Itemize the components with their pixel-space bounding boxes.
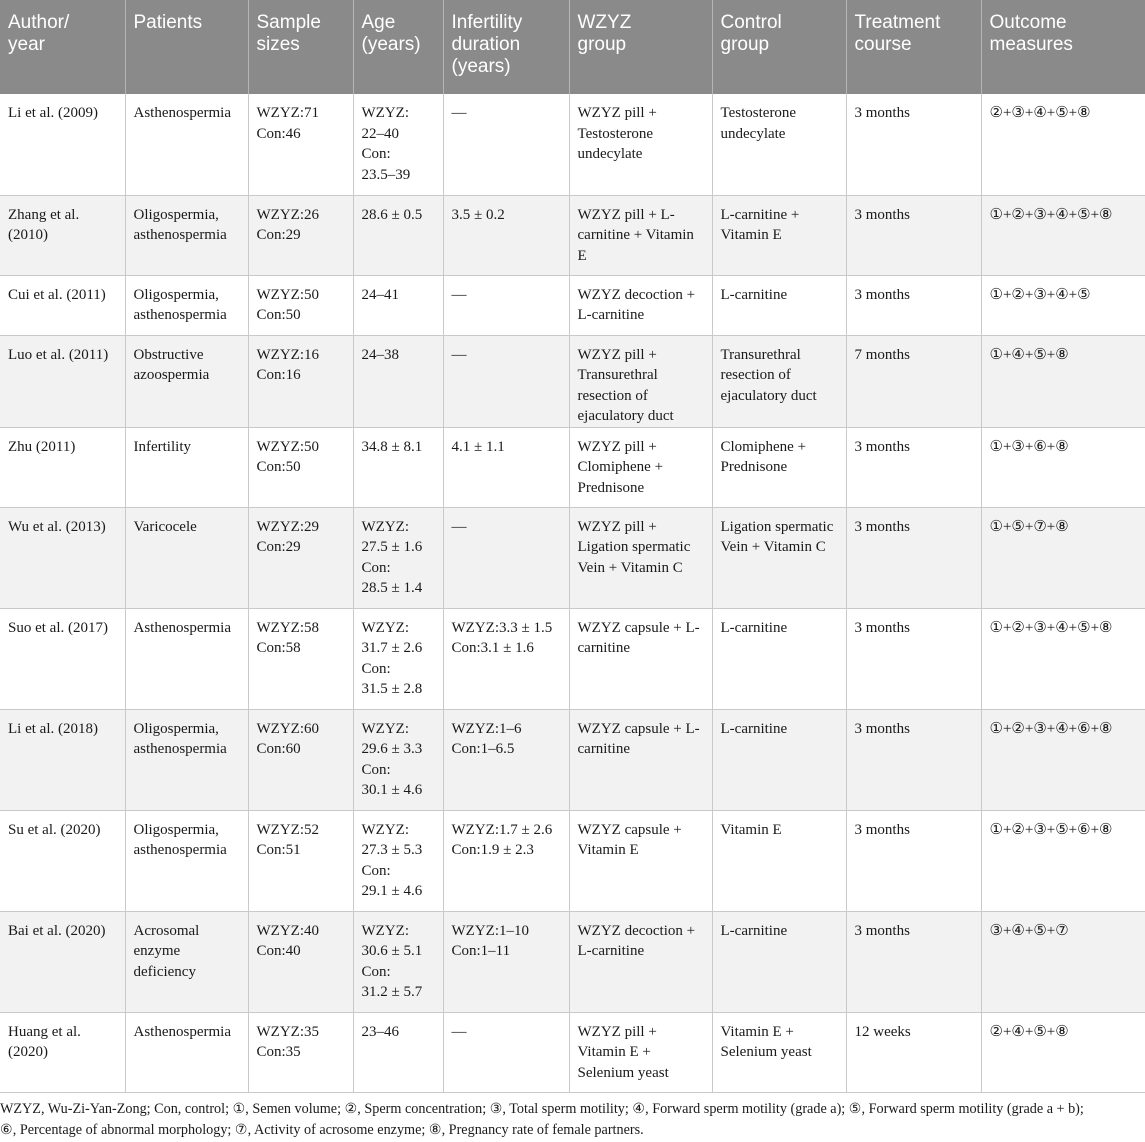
- header-line: measures: [989, 34, 1073, 55]
- table-body: [0, 94, 1145, 1092]
- outcome-measures-cell: ①+⑤+⑦+⑧: [981, 507, 1145, 608]
- cell-line: WZYZ:35: [256, 1023, 319, 1040]
- patients-cell: Asthenospermia: [125, 1012, 248, 1092]
- treatment-course-cell: 7 months: [846, 335, 981, 427]
- infertility-duration-cell: [443, 427, 569, 507]
- author-year-cell: Wu et al. (2013): [0, 507, 125, 608]
- patients-cell: Acrosomal enzyme deficiency: [125, 911, 248, 1012]
- control-group-cell: Vitamin E + Selenium yeast: [712, 1012, 846, 1092]
- table-row: [0, 1012, 1145, 1092]
- infertility-duration-cell: [443, 1012, 569, 1092]
- sample-sizes-cell: [248, 507, 353, 608]
- cell-line: 24–41: [361, 286, 399, 303]
- cell-line: WZYZ:50: [256, 438, 319, 455]
- cell-line: WZYZ:58: [256, 619, 319, 636]
- cell-line: 4.1 ± 1.1: [451, 438, 505, 455]
- control-group-cell: L-carnitine: [712, 275, 846, 335]
- author-year-cell: Luo et al. (2011): [0, 335, 125, 427]
- sample-sizes-cell: [248, 608, 353, 709]
- infertility-duration-cell: [443, 275, 569, 335]
- control-group-cell: L-carnitine: [712, 911, 846, 1012]
- infertility-duration-cell: [443, 507, 569, 608]
- header-line: duration: [451, 34, 521, 55]
- cell-line: 30.6 ± 5.1: [361, 943, 423, 959]
- sample-sizes-cell: [248, 427, 353, 507]
- infertility-duration-cell: [443, 195, 569, 275]
- cell-line: Con:1–11: [451, 943, 511, 959]
- table-row: [0, 335, 1145, 427]
- cell-line: 24–38: [361, 346, 399, 363]
- footnote-line-2: ⑥, Percentage of abnormal morphology; ⑦, Activity of acrosome enzyme; ⑧, Pregnancy rate of female partners.: [0, 1122, 644, 1138]
- wzyz-group-cell: WZYZ pill + Transurethral resection of ejaculatory duct: [569, 335, 712, 427]
- wzyz-group-cell: WZYZ pill + Ligation spermatic Vein + Vitamin C: [569, 507, 712, 608]
- cell-line: Con:1.9 ± 2.3: [451, 842, 534, 858]
- cell-line: WZYZ:29: [256, 518, 319, 535]
- control-group-cell: L-carnitine: [712, 608, 846, 709]
- author-year-cell: Bai et al. (2020): [0, 911, 125, 1012]
- outcome-measures-cell: ①+②+③+④+⑤: [981, 275, 1145, 335]
- control-group-cell: Testosterone undecylate: [712, 94, 846, 195]
- treatment-course-cell: 3 months: [846, 911, 981, 1012]
- table-row: [0, 709, 1145, 810]
- cell-line: WZYZ:: [361, 105, 409, 121]
- cell-line: WZYZ:1–6: [451, 720, 522, 737]
- cell-line: —: [451, 518, 467, 535]
- header-line: Treatment: [854, 12, 941, 33]
- outcome-measures-cell: ①+③+⑥+⑧: [981, 427, 1145, 507]
- author-year-cell: Cui et al. (2011): [0, 275, 125, 335]
- header-line: sizes: [256, 34, 300, 55]
- table-row: [0, 427, 1145, 507]
- patients-cell: Oligospermia, asthenospermia: [125, 709, 248, 810]
- cell-line: 31.2 ± 5.7: [361, 984, 423, 1000]
- outcome-measures-cell: ①+④+⑤+⑧: [981, 335, 1145, 427]
- header-line: group: [720, 34, 770, 55]
- age-cell: [353, 810, 443, 911]
- cell-line: WZYZ:: [361, 619, 409, 636]
- treatment-course-cell: 12 weeks: [846, 1012, 981, 1092]
- treatment-course-cell: 3 months: [846, 427, 981, 507]
- header-line: course: [854, 34, 912, 55]
- cell-line: 31.7 ± 2.6: [361, 640, 423, 656]
- header-line: Patients: [133, 12, 203, 33]
- cell-line: WZYZ:: [361, 518, 409, 535]
- outcome-measures-cell: ③+④+⑤+⑦: [981, 911, 1145, 1012]
- author-year-cell: Li et al. (2009): [0, 94, 125, 195]
- cell-line: WZYZ:26: [256, 206, 319, 223]
- wzyz-group-cell: WZYZ pill + L-carnitine + Vitamin E: [569, 195, 712, 275]
- cell-line: Con:: [361, 146, 391, 162]
- sample-sizes-cell: [248, 94, 353, 195]
- age-cell: [353, 335, 443, 427]
- cell-line: Con:40: [256, 943, 301, 959]
- header-infertility-duration: [443, 0, 569, 94]
- header-outcome-measures: [981, 0, 1145, 94]
- patients-cell: Asthenospermia: [125, 94, 248, 195]
- cell-line: WZYZ:60: [256, 720, 319, 737]
- wzyz-group-cell: WZYZ pill + Vitamin E + Selenium yeast: [569, 1012, 712, 1092]
- patients-cell: Obstructive azoospermia: [125, 335, 248, 427]
- wzyz-group-cell: WZYZ pill + Clomiphene + Prednisone: [569, 427, 712, 507]
- header-treatment-course: [846, 0, 981, 94]
- table-row: [0, 810, 1145, 911]
- author-year-cell: Huang et al. (2020): [0, 1012, 125, 1092]
- cell-line: —: [451, 346, 467, 363]
- cell-line: 29.1 ± 4.6: [361, 883, 423, 899]
- cell-line: Con:29: [256, 227, 301, 243]
- cell-line: 3.5 ± 0.2: [451, 206, 505, 223]
- header-age: [353, 0, 443, 94]
- cell-line: —: [451, 286, 467, 303]
- wzyz-group-cell: WZYZ capsule + L-carnitine: [569, 709, 712, 810]
- treatment-course-cell: 3 months: [846, 608, 981, 709]
- treatment-course-cell: 3 months: [846, 709, 981, 810]
- wzyz-group-cell: WZYZ capsule + L-carnitine: [569, 608, 712, 709]
- sample-sizes-cell: [248, 275, 353, 335]
- header-row: [0, 0, 1145, 94]
- sample-sizes-cell: [248, 1012, 353, 1092]
- table-row: [0, 94, 1145, 195]
- cell-line: 28.6 ± 0.5: [361, 206, 423, 223]
- sample-sizes-cell: [248, 195, 353, 275]
- cell-line: Con:3.1 ± 1.6: [451, 640, 534, 656]
- patients-cell: Oligospermia, asthenospermia: [125, 810, 248, 911]
- sample-sizes-cell: [248, 335, 353, 427]
- table-row: [0, 608, 1145, 709]
- author-year-cell: Su et al. (2020): [0, 810, 125, 911]
- header-line: year: [8, 34, 45, 55]
- cell-line: WZYZ:: [361, 720, 409, 737]
- control-group-cell: Vitamin E: [712, 810, 846, 911]
- outcome-measures-cell: ②+③+④+⑤+⑧: [981, 94, 1145, 195]
- header-patients: [125, 0, 248, 94]
- outcome-measures-cell: ①+②+③+④+⑤+⑧: [981, 195, 1145, 275]
- cell-line: WZYZ:52: [256, 821, 319, 838]
- cell-line: WZYZ:50: [256, 286, 319, 303]
- table-row: [0, 911, 1145, 1012]
- cell-line: WZYZ:1.7 ± 2.6: [451, 821, 553, 838]
- cell-line: 34.8 ± 8.1: [361, 438, 423, 455]
- infertility-duration-cell: [443, 608, 569, 709]
- cell-line: —: [451, 1023, 467, 1040]
- cell-line: Con:: [361, 559, 391, 576]
- header-line: Author/: [8, 12, 70, 33]
- header-line: group: [577, 34, 627, 55]
- age-cell: [353, 427, 443, 507]
- cell-line: 23–46: [361, 1023, 399, 1040]
- cell-line: 22–40: [361, 125, 399, 142]
- cell-line: Con:46: [256, 125, 301, 142]
- age-cell: [353, 94, 443, 195]
- patients-cell: Oligospermia, asthenospermia: [125, 195, 248, 275]
- header-line: Outcome: [989, 12, 1067, 33]
- outcome-measures-cell: ②+④+⑤+⑧: [981, 1012, 1145, 1092]
- cell-line: 31.5 ± 2.8: [361, 681, 423, 697]
- header-wzyz-group: [569, 0, 712, 94]
- author-year-cell: Zhang et al. (2010): [0, 195, 125, 275]
- cell-line: Con:35: [256, 1044, 301, 1060]
- age-cell: [353, 275, 443, 335]
- treatment-course-cell: 3 months: [846, 195, 981, 275]
- header-line: (years): [361, 34, 421, 55]
- cell-line: Con:58: [256, 640, 301, 656]
- control-group-cell: L-carnitine + Vitamin E: [712, 195, 846, 275]
- outcome-measures-cell: ①+②+③+⑤+⑥+⑧: [981, 810, 1145, 911]
- cell-line: 27.5 ± 1.6: [361, 539, 423, 555]
- header-author-year: [0, 0, 125, 94]
- cell-line: Con:51: [256, 842, 301, 858]
- wzyz-group-cell: WZYZ capsule + Vitamin E: [569, 810, 712, 911]
- outcome-measures-cell: ①+②+③+④+⑥+⑧: [981, 709, 1145, 810]
- cell-line: Con:50: [256, 459, 301, 475]
- cell-line: 23.5–39: [361, 166, 411, 183]
- cell-line: Con:: [361, 761, 391, 778]
- sample-sizes-cell: [248, 709, 353, 810]
- control-group-cell: Transurethral resection of ejaculatory duct: [712, 335, 846, 427]
- cell-line: 29.6 ± 3.3: [361, 741, 423, 757]
- cell-line: 27.3 ± 5.3: [361, 842, 423, 858]
- cell-line: 30.1 ± 4.6: [361, 782, 423, 798]
- infertility-duration-cell: [443, 709, 569, 810]
- cell-line: WZYZ:1–10: [451, 922, 529, 939]
- infertility-duration-cell: [443, 335, 569, 427]
- age-cell: [353, 709, 443, 810]
- cell-line: WZYZ:: [361, 821, 409, 838]
- header-line: Infertility: [451, 12, 523, 33]
- author-year-cell: Suo et al. (2017): [0, 608, 125, 709]
- header-line: Sample: [256, 12, 321, 33]
- outcome-measures-cell: ①+②+③+④+⑤+⑧: [981, 608, 1145, 709]
- header-line: (years): [451, 56, 511, 77]
- treatment-course-cell: 3 months: [846, 94, 981, 195]
- footnote-line-1: WZYZ, Wu-Zi-Yan-Zong; Con, control; ①, Semen volume; ②, Sperm concentration; ③, Total sperm motility; ④, Forward sperm motility (grade a); ⑤, Forward sperm motility (grade a + b);: [0, 1101, 1084, 1117]
- header-control-group: [712, 0, 846, 94]
- age-cell: [353, 507, 443, 608]
- cell-line: Con:16: [256, 367, 301, 383]
- cell-line: —: [451, 105, 467, 121]
- sample-sizes-cell: [248, 810, 353, 911]
- cell-line: Con:: [361, 862, 391, 879]
- age-cell: [353, 608, 443, 709]
- treatment-course-cell: 3 months: [846, 810, 981, 911]
- patients-cell: Oligospermia, asthenospermia: [125, 275, 248, 335]
- author-year-cell: Li et al. (2018): [0, 709, 125, 810]
- cell-line: Con:: [361, 963, 391, 980]
- sample-sizes-cell: [248, 911, 353, 1012]
- cell-line: WZYZ:16: [256, 346, 319, 363]
- control-group-cell: L-carnitine: [712, 709, 846, 810]
- table-row: [0, 507, 1145, 608]
- patients-cell: Asthenospermia: [125, 608, 248, 709]
- cell-line: Con:: [361, 660, 391, 677]
- patients-cell: Infertility: [125, 427, 248, 507]
- treatment-course-cell: 3 months: [846, 507, 981, 608]
- control-group-cell: Clomiphene + Prednisone: [712, 427, 846, 507]
- table-footnote: [0, 1099, 1140, 1141]
- wzyz-group-cell: WZYZ decoction + L-carnitine: [569, 911, 712, 1012]
- age-cell: [353, 195, 443, 275]
- table-row: [0, 195, 1145, 275]
- treatment-course-cell: 3 months: [846, 275, 981, 335]
- table-row: [0, 275, 1145, 335]
- patients-cell: Varicocele: [125, 507, 248, 608]
- header-line: Control: [720, 12, 782, 33]
- header-sample-sizes: [248, 0, 353, 94]
- cell-line: WZYZ:40: [256, 922, 319, 939]
- wzyz-group-cell: WZYZ decoction + L-carnitine: [569, 275, 712, 335]
- infertility-duration-cell: [443, 810, 569, 911]
- wzyz-group-cell: WZYZ pill + Testosterone undecylate: [569, 94, 712, 195]
- header-line: Age: [361, 12, 396, 33]
- header-line: WZYZ: [577, 12, 632, 33]
- cell-line: Con:1–6.5: [451, 741, 515, 757]
- infertility-duration-cell: [443, 911, 569, 1012]
- cell-line: Con:60: [256, 741, 301, 757]
- infertility-duration-cell: [443, 94, 569, 195]
- cell-line: Con:50: [256, 307, 301, 323]
- age-cell: [353, 911, 443, 1012]
- cell-line: WZYZ:: [361, 922, 409, 939]
- cell-line: WZYZ:71: [256, 105, 319, 121]
- cell-line: 28.5 ± 1.4: [361, 580, 423, 596]
- cell-line: WZYZ:3.3 ± 1.5: [451, 619, 553, 636]
- cell-line: Con:29: [256, 539, 301, 555]
- age-cell: [353, 1012, 443, 1092]
- author-year-cell: Zhu (2011): [0, 427, 125, 507]
- control-group-cell: Ligation spermatic Vein + Vitamin C: [712, 507, 846, 608]
